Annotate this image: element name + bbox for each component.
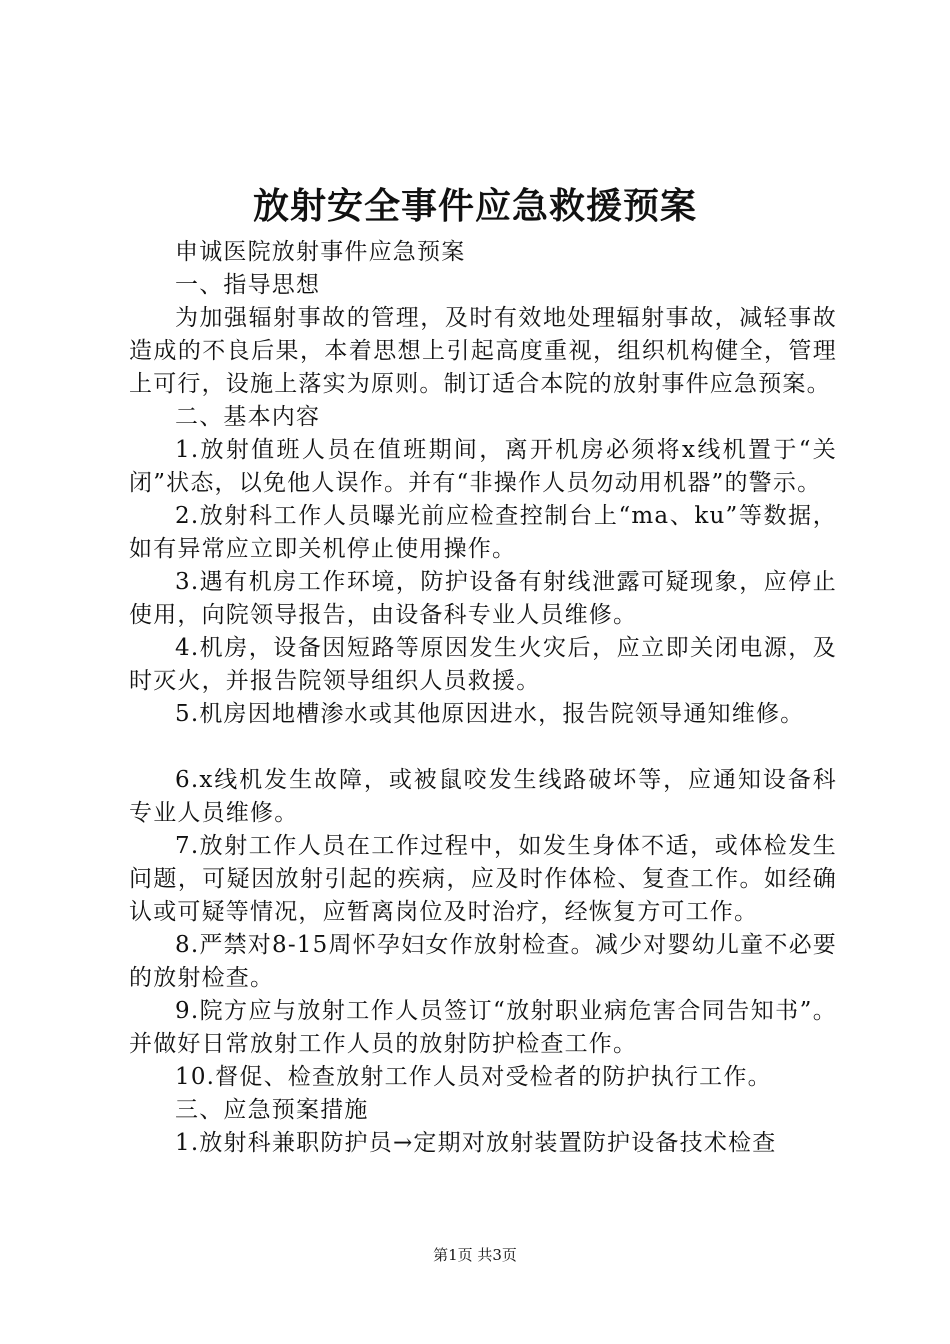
paragraph-item-2: 2.放射科工作人员曝光前应检查控制台上“ma、ku”等数据，如有异常应立即关机停止使用操作。 [129,503,837,562]
document-title: 放射安全事件应急救援预案 [252,186,697,227]
paragraph-item-5: 5.机房因地槽渗水或其他原因进水，报告院领导通知维修。 [175,701,805,727]
paragraph-guiding-principle: 为加强辐射事故的管理，及时有效地处理辐射事故，减轻事故造成的不良后果，本着思想上引起高度重视，组织机构健全，管理上可行，设施上落实为原则。制订适合本院的放射事件应急预案。 [129,305,837,397]
document-body [129,236,837,1160]
section-heading-emergency-measures: 三、应急预案措施 [175,1097,369,1123]
page-number-footer: 第1页 共3页 [433,1246,517,1264]
section-heading-guiding-principle: 一、指导思想 [175,272,321,298]
section-heading-basic-content: 二、基本内容 [175,404,321,430]
blank-line [129,731,837,764]
paragraph-item-7: 7.放射工作人员在工作过程中，如发生身体不适，或体检发生问题，可疑因放射引起的疾病，应及时作体检、复查工作。如经确认或可疑等情况，应暂离岗位及时治疗，经恢复方可工作。 [129,833,837,925]
paragraph-item-6: 6.x线机发生故障，或被鼠咬发生线路破坏等，应通知设备科专业人员维修。 [129,767,837,826]
paragraph-item-10: 10.督促、检查放射工作人员对受检者的防护执行工作。 [175,1064,772,1090]
paragraph-item-9: 9.院方应与放射工作人员签订“放射职业病危害合同告知书”。并做好日常放射工作人员的放射防护检查工作。 [129,998,837,1057]
paragraph-item-8: 8.严禁对8-15周怀孕妇女作放射检查。减少对婴幼儿童不必要的放射检查。 [129,932,837,991]
paragraph-item-1: 1.放射值班人员在值班期间，离开机房必须将x线机置于“关闭”状态，以免他人误作。并有“非操作人员勿动用机器”的警示。 [129,437,837,496]
paragraph-item-4: 4.机房，设备因短路等原因发生火灾后，应立即关闭电源，及时灭火，并报告院领导组织人员救援。 [129,635,837,694]
paragraph-measure-1: 1.放射科兼职防护员→定期对放射装置防护设备技术检查 [175,1130,777,1156]
hospital-plan-heading: 申诚医院放射事件应急预案 [175,239,466,265]
paragraph-item-3: 3.遇有机房工作环境，防护设备有射线泄露可疑现象，应停止使用，向院领导报告，由设备科专业人员维修。 [129,569,837,628]
